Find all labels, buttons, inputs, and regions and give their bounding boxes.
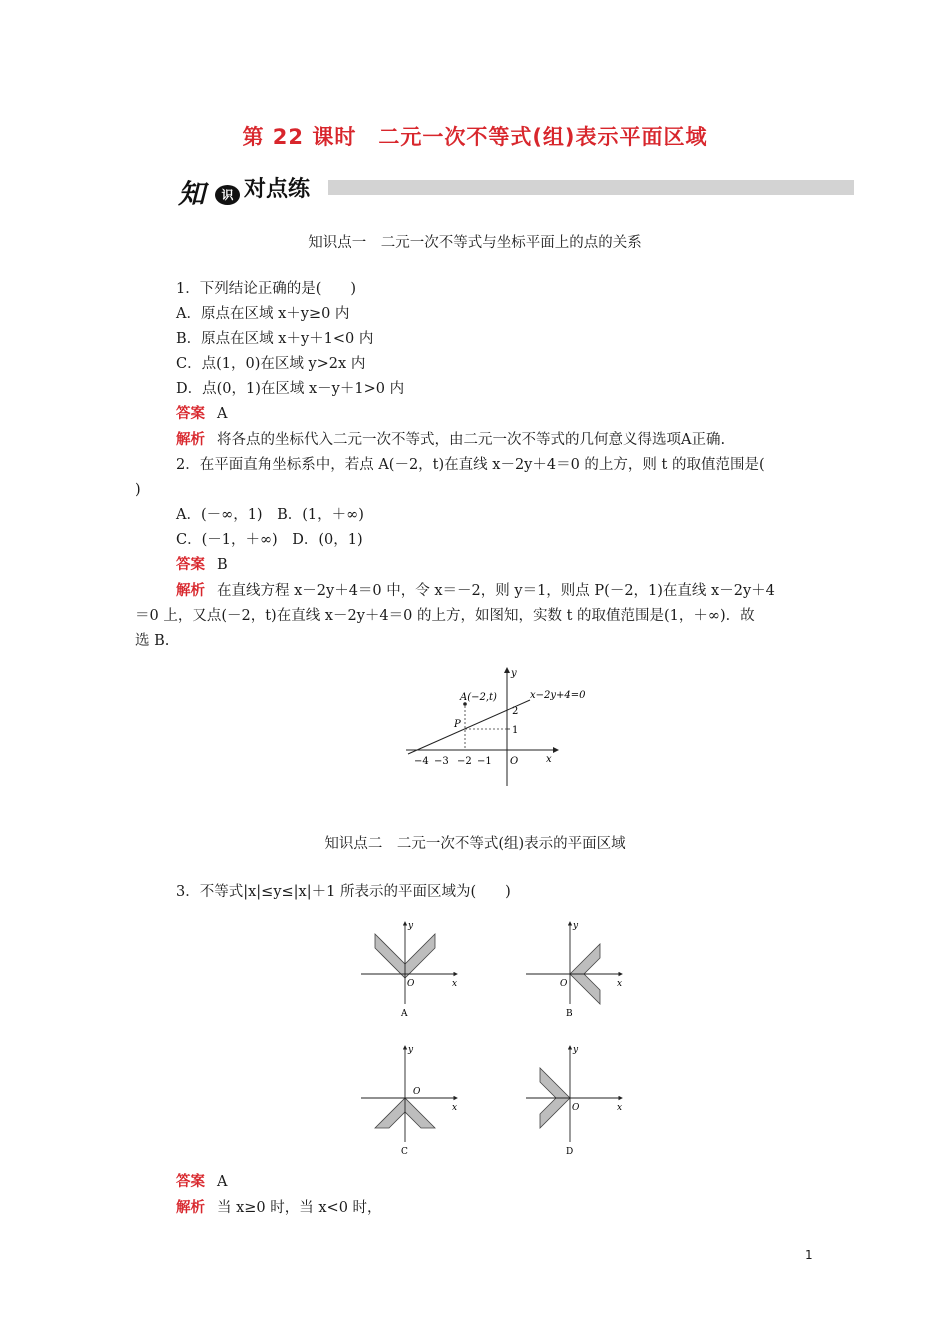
analysis-text: 将各点的坐标代入二元一次不等式，由二元一次不等式的几何意义得选项A正确. — [217, 432, 726, 448]
x-tick-neg1: −1 — [477, 756, 492, 767]
q2-answer — [176, 555, 228, 575]
figure-d — [526, 1045, 622, 1157]
x-tick-neg3: −3 — [434, 756, 449, 767]
svg-text:O: O — [413, 1087, 421, 1097]
q2-stem-line-2: ) — [135, 482, 141, 498]
x-axis-label: x — [546, 754, 552, 765]
x-tick-neg4: −4 — [414, 756, 429, 767]
q1-answer — [176, 404, 227, 424]
q2-analysis-line-3: 选 B. — [135, 633, 170, 649]
figure-d-label: D — [566, 1147, 574, 1157]
figure-c-label: C — [401, 1147, 408, 1157]
figure-a-label: A — [401, 1009, 408, 1019]
banner-title: 对点练 — [244, 177, 311, 202]
origin-label: O — [510, 756, 519, 767]
page-number: 1 — [805, 1248, 813, 1262]
answer-value: B — [217, 557, 228, 573]
section-1-title: 知识点一 二元一次不等式与坐标平面上的点的关系 — [308, 235, 642, 251]
q3-analysis — [176, 1198, 382, 1218]
svg-text:O: O — [572, 1103, 580, 1113]
analysis-label: 解析 — [176, 1200, 205, 1216]
analysis-label: 解析 — [176, 432, 205, 448]
page-title: 第 22 课时 二元一次不等式(组)表示平面区域 — [242, 125, 708, 149]
q3-answer — [176, 1172, 227, 1192]
banner-logo-shi: 识 — [215, 185, 240, 205]
line-label: x−2y+4=0 — [530, 690, 586, 701]
svg-text:y: y — [573, 1045, 579, 1055]
svg-text:y: y — [408, 921, 414, 931]
analysis-text: 当 x≥0 时，当 x<0 时， — [217, 1200, 382, 1216]
svg-text:O: O — [560, 979, 568, 989]
svg-text:x: x — [452, 1103, 458, 1113]
answer-label: 答案 — [176, 1174, 205, 1190]
svg-text:y: y — [408, 1045, 414, 1055]
answer-value: A — [217, 406, 228, 422]
q1-option-c: C．点(1，0)在区域 y>2x 内 — [176, 356, 366, 372]
q1-analysis — [176, 430, 725, 450]
svg-text:x: x — [617, 1103, 623, 1113]
svg-text:O: O — [407, 979, 415, 989]
answer-label: 答案 — [176, 406, 205, 422]
q2-options-line-2: C．(－1，＋∞) D．(0，1) — [176, 532, 363, 548]
svg-text:y: y — [573, 921, 579, 931]
q1-option-a: A．原点在区域 x＋y≥0 内 — [176, 306, 350, 322]
y-axis-label: y — [511, 668, 517, 679]
analysis-label: 解析 — [176, 583, 205, 599]
banner-logo-zhi: 知 — [178, 179, 205, 210]
q2-analysis-line-1 — [176, 581, 775, 601]
q2-figure — [400, 662, 600, 792]
svg-text:x: x — [617, 979, 623, 989]
q3-stem: 3．不等式|x|≤y≤|x|＋1 所表示的平面区域为( ) — [176, 884, 511, 900]
knowledge-banner — [178, 170, 854, 210]
figure-a — [361, 921, 457, 1019]
banner-bar — [328, 180, 854, 195]
figure-b-label: B — [566, 1009, 573, 1019]
point-a-label: A(−2,t) — [460, 692, 497, 703]
answer-value: A — [217, 1174, 228, 1190]
answer-label: 答案 — [176, 557, 205, 573]
svg-text:x: x — [452, 979, 458, 989]
y-tick-2: 2 — [512, 706, 519, 717]
figure-b — [526, 921, 622, 1019]
point-p-label: P — [454, 719, 461, 730]
section-2-title: 知识点二 二元一次不等式(组)表示的平面区域 — [324, 836, 626, 852]
q1-option-d: D．点(0，1)在区域 x－y＋1>0 内 — [176, 381, 405, 397]
y-tick-1: 1 — [512, 725, 519, 736]
q1-stem: 1．下列结论正确的是( ) — [176, 281, 357, 297]
q2-analysis-line-2: ＝0 上，又点(－2，t)在直线 x－2y＋4＝0 的上方，如图知，实数 t 的取值范围是(1，＋∞)．故 — [135, 608, 755, 624]
x-tick-neg2: −2 — [457, 756, 472, 767]
q2-stem-line-1: 2．在平面直角坐标系中，若点 A(－2，t)在直线 x－2y＋4＝0 的上方，则 t 的取值范围是( — [176, 457, 765, 473]
figure-c — [361, 1045, 457, 1157]
q1-option-b: B．原点在区域 x＋y＋1<0 内 — [176, 331, 374, 347]
q2-options-line-1: A．(－∞，1) B．(1，＋∞) — [176, 507, 364, 523]
analysis-text: 在直线方程 x－2y＋4＝0 中，令 x＝－2，则 y＝1，则点 P(－2，1)在直线 x－2y＋4 — [217, 583, 775, 599]
q3-figures — [355, 918, 635, 1158]
